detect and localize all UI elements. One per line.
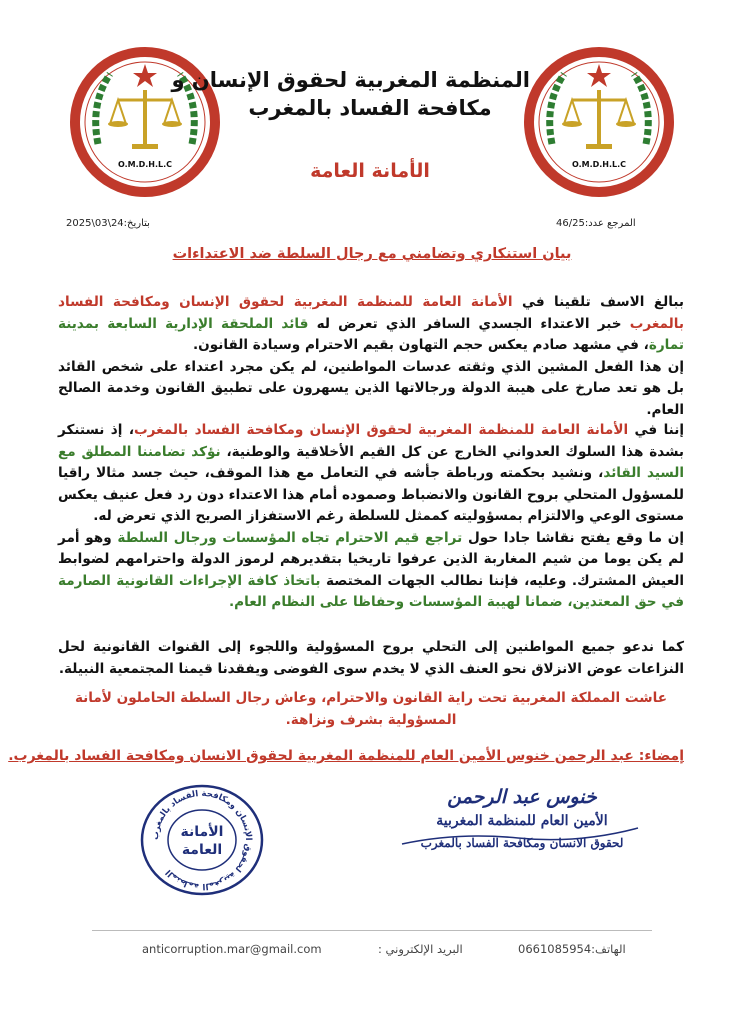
signatory-title-1: الأمين العام للمنظمة المغربية [436, 813, 608, 829]
paragraph-1 [58, 292, 684, 421]
highlight-red: الأمانة العامة للمنظمة المغربية لحقوق الإنسان ومكافحة الفساد بالمغرب [134, 422, 629, 438]
footer-phone: الهاتف:0661085954 [518, 942, 626, 956]
highlight-green: باتخاذ كافة الإجراءات القانونية الصارمة في حق المعتدين، ضمانا لهيبة المؤسسات وحفاظا على النظام العام. [58, 572, 684, 610]
paragraph-4-closing: عاشت المملكة المغربية تحت راية القانون والاحترام، وعاش رجال السلطة الحاملون لأمانة المسؤولية بشرف ونزاهة. [74, 690, 668, 728]
organization-logo-left [70, 34, 220, 210]
organization-name-line-1: المنظمة المغربية لحقوق الإنسان و [171, 68, 530, 92]
text-span: خبر الاعتداء الجسدي السافر الذي تعرض له [308, 315, 630, 332]
date-label: بتاريخ:24\03\2025 [66, 218, 150, 229]
text-span: إن ما وقع يفتح نقاشا جادا حول [462, 529, 684, 546]
text-span: وهو أمر لم يكن يوما من شيم المغاربة الذين عرفوا تاريخيا بتقديرهم لرموز الدولة واحترامهم لضوابط العيش المشترك. وعليه، فإننا نطالب الجهات المختصة [58, 529, 685, 589]
reference-number: المرجع عدد:46/25 [556, 218, 636, 229]
official-stamp [138, 782, 266, 898]
text-span: إن هذا الفعل المشين الذي وثقته عدسات المواطنين، لم يكن مجرد اعتداء على شخص القائد بل هو تعد صارخ على هيبة الدولة ورجالاتها الذين يسهرون على تطبيق القانون وخدمة الصالح العام. [58, 358, 684, 418]
footer-email: anticorruption.mar@gmail.com [142, 942, 322, 956]
paragraph-2 [58, 420, 684, 614]
highlight-red: الأمانة العامة للمنظمة المغربية لحقوق الإنسان ومكافحة الفساد بالمغرب [58, 294, 684, 332]
footer-email-label: البريد الإلكتروني : [378, 942, 463, 956]
text-span: ، ونشيد بحكمته ورباطة جأشه في التعامل مع هذا الموقف، حيث جسد مثالا راقيا للمسؤول المتحلي بروح القانون والانضباط وصموده أمام هذا الاعتداء دون رد فعل عنيف يعكس مستوى الوعي والالتزام بمسؤوليته كممثل للسلطة رغم الاستفزاز الصريح الذي تعرض له. [58, 465, 684, 524]
logo-text: O.M.D.H.L.C [571, 160, 627, 169]
document-title: بيان استنكاري وتضامني مع رجال السلطة ضد الاعتداءات [172, 246, 572, 262]
signature-line: إمضاء: عبد الرحمن خنوس الأمين العام للمنظمة المغربية لحقوق الانسان ومكافحة الفساد بالمغرب. [8, 748, 684, 764]
secretariat-heading: الأمانة العامة [310, 160, 430, 182]
text-span: ، إذ نستنكر بشدة هذا السلوك العدواني الخارج عن كل القيم الأخلاقية والوطنية، [58, 422, 685, 460]
highlight-green: تراجع قيم الاحترام تجاه المؤسسات ورجال السلطة [117, 529, 463, 546]
text-span: إننا في [628, 422, 684, 438]
handwritten-name: خنوس عبد الرحمن [447, 786, 597, 808]
organization-logo-right [524, 34, 674, 210]
signature-block [400, 786, 644, 854]
stamp-center-text-1: الأمانة [180, 824, 224, 840]
organization-name-line-2: مكافحة الفساد بالمغرب [248, 96, 492, 120]
paragraph-3: كما ندعو جميع المواطنين إلى التحلي بروح المسؤولية واللجوء إلى القنوات القانونية لحل النزاعات عوض الانزلاق نحو العنف الذي لا يخدم سوى الفوضى ويفقدنا قيمنا المجتمعية النبيلة. [58, 639, 684, 677]
text-span: ببالغ الاسف تلقينا في [512, 294, 684, 310]
text-span: ، في مشهد صادم يعكس حجم التهاون بقيم الاحترام وسيادة القانون. [192, 337, 649, 353]
signatory-title-2: لحقوق الانسان ومكافحة الفساد بالمغرب [420, 836, 624, 850]
stamp-center-text-2: العامة [181, 842, 223, 858]
stamp-ring-text: المنظمة المغربية لحقوق الإنسان ومكافحة الفساد بالمغرب [150, 788, 254, 892]
highlight-green: نؤكد تضامننا المطلق مع السيد القائد [58, 443, 684, 481]
highlight-green: قائد الملحقة الإدارية السابعة بمدينة تمارة [58, 315, 684, 353]
logo-text: O.M.D.H.L.C [117, 160, 173, 169]
organization-name [171, 66, 530, 122]
footer-divider [92, 930, 652, 931]
